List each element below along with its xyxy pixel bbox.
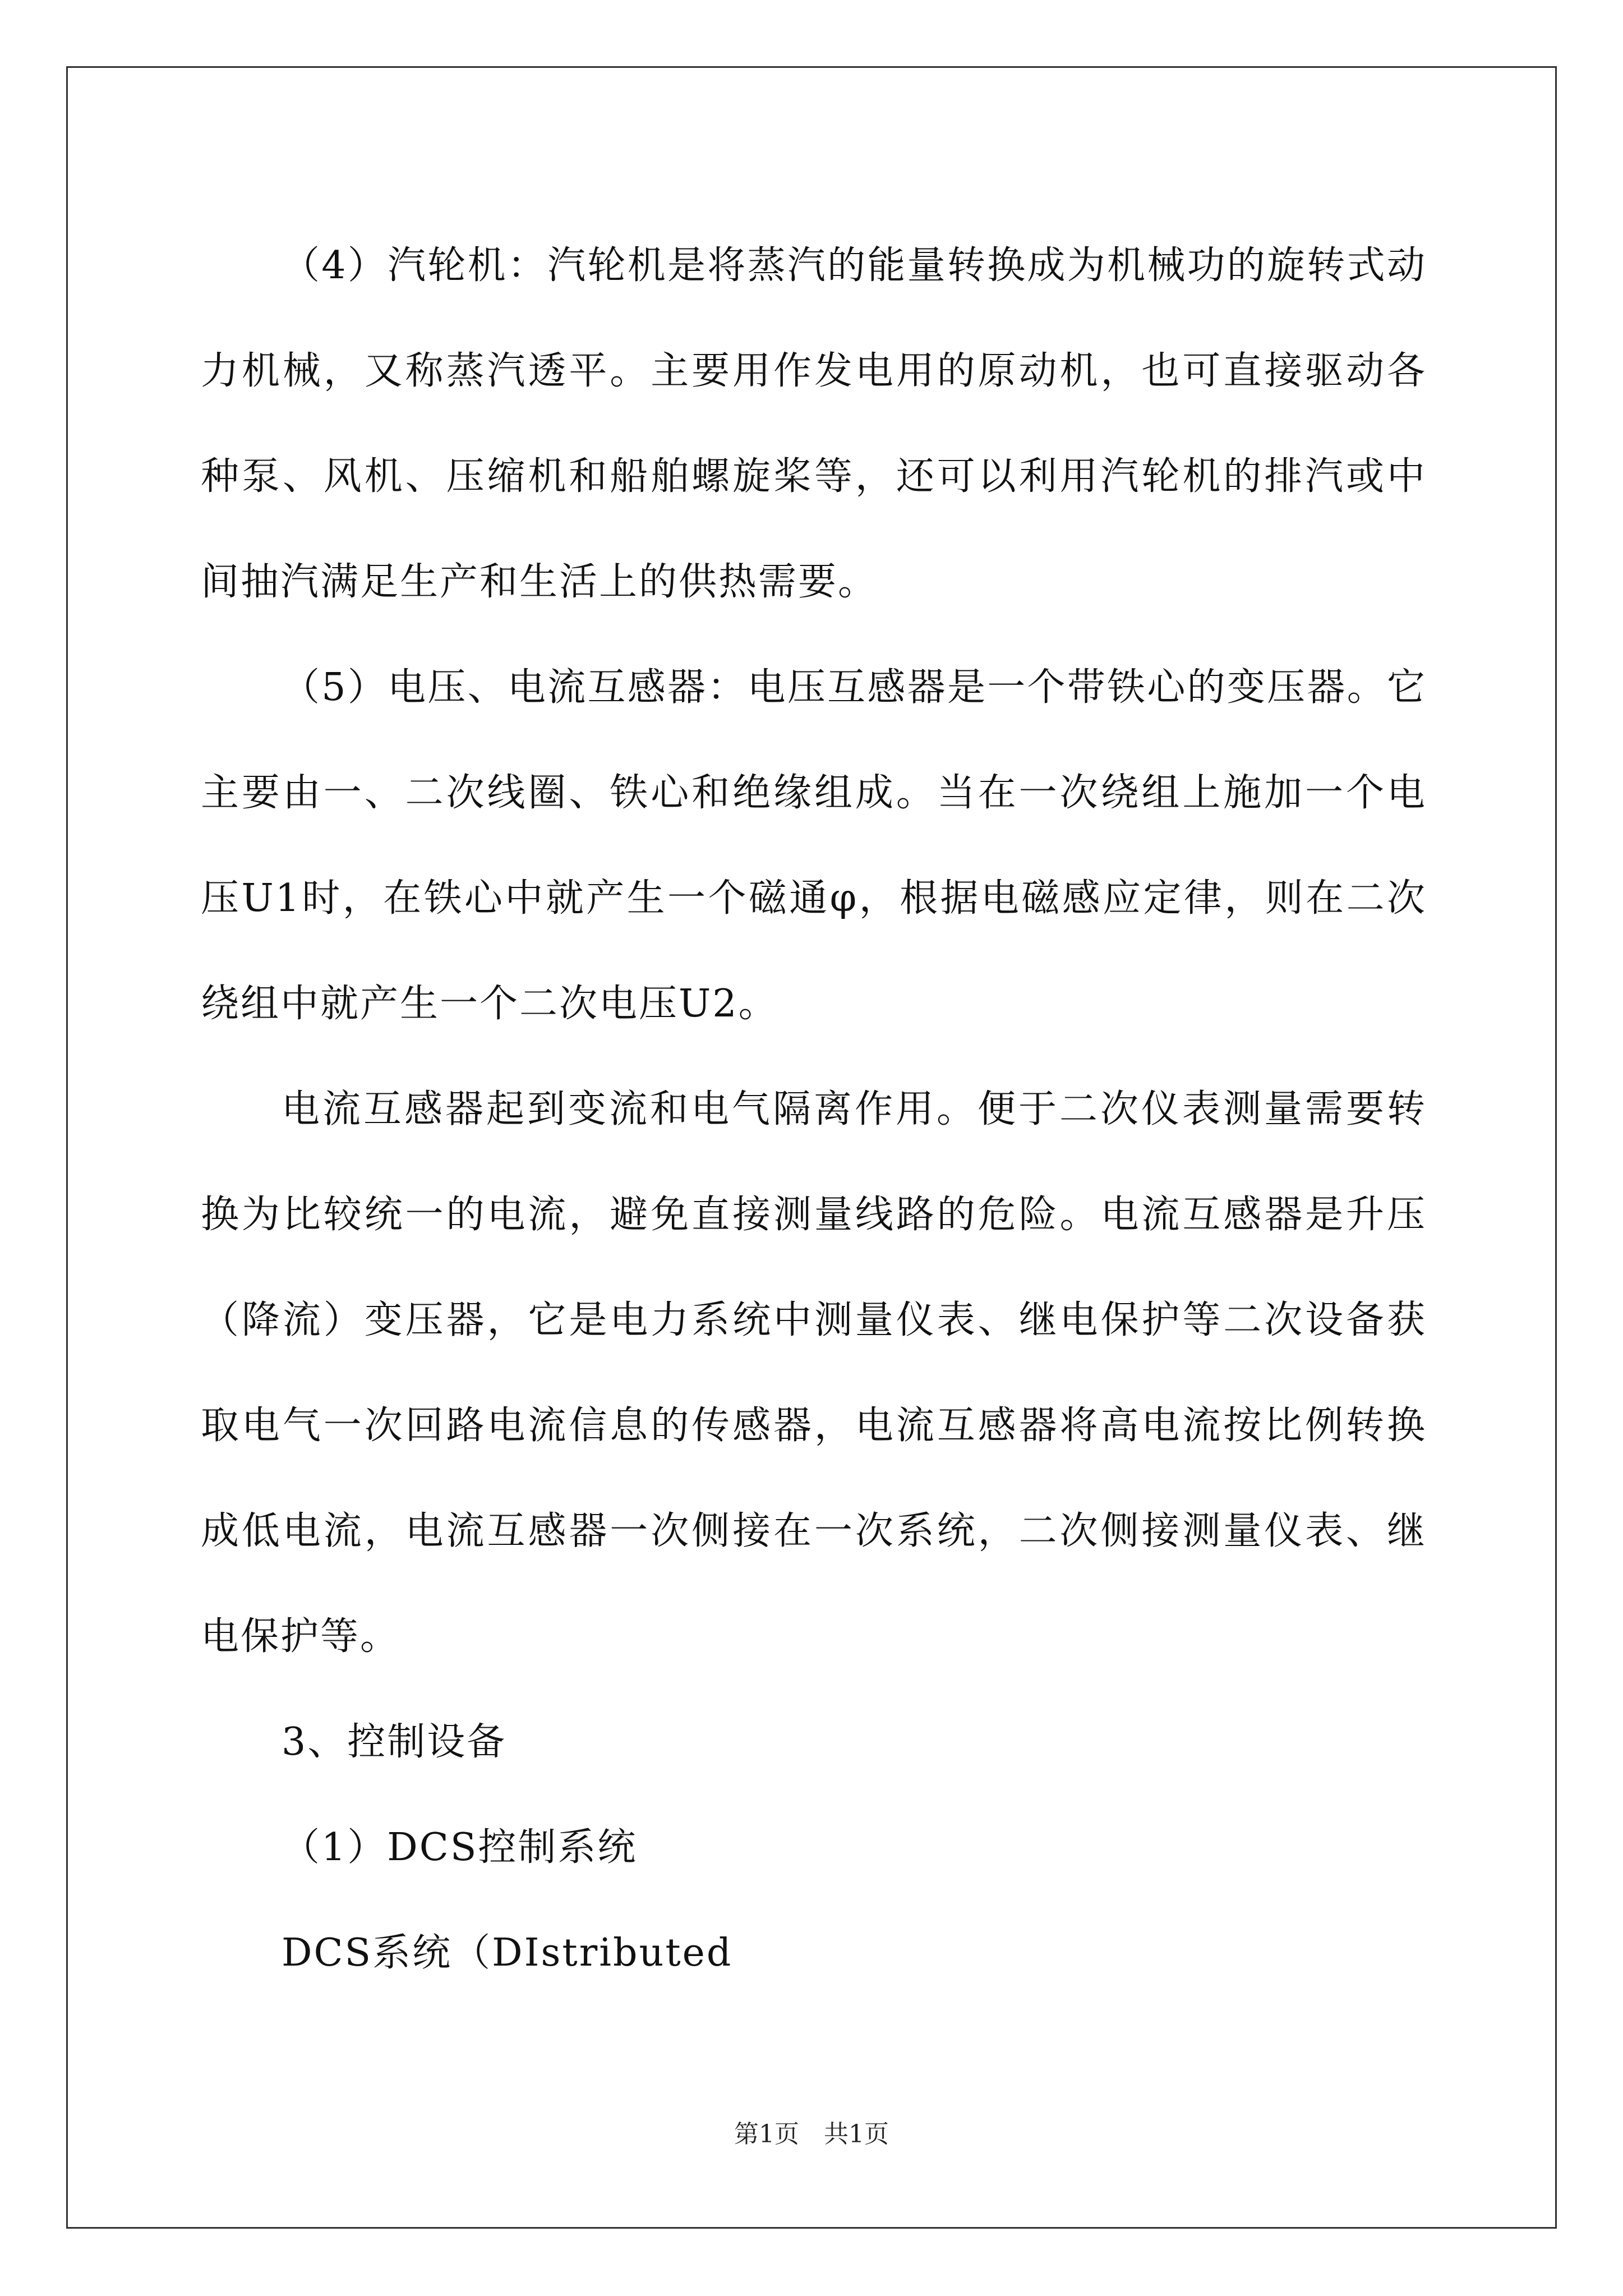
subsection-heading-dcs: （1）DCS控制系统 — [282, 1825, 638, 1870]
paragraph-voltage-transformer: （5）电压、电流互感器：电压互感器是一个带铁心的变压器。它主要由一、二次线圈、铁心和绝缘组成。当在一次绕组上施加一个电压U1时，在铁心中就产生一个磁通φ，根据电磁感应定律，则在二次绕组中就产生一个二次电压U2。 — [201, 665, 1427, 1026]
page-number-footer: 第1页 共1页 — [734, 2120, 889, 2148]
section-heading-control-equipment: 3、控制设备 — [282, 1720, 507, 1764]
paragraph-current-transformer: 电流互感器起到变流和电气隔离作用。便于二次仪表测量需要转换为比较统一的电流，避免直接测量线路的危险。电流互感器是升压（降流）变压器，它是电力系统中测量仪表、继电保护等二次设备获取电气一次回路电流信息的传感器，电流互感器将高电流按比例转换成低电流，电流互感器一次侧接在一次系统，二次侧接测量仪表、继电保护等。 — [201, 1087, 1427, 1659]
document-body — [201, 213, 1427, 2006]
paragraph-dcs-intro: DCS系统（DIstributed — [282, 1931, 733, 1975]
paragraph-turbine: （4）汽轮机：汽轮机是将蒸汽的能量转换成为机械功的旋转式动力机械，又称蒸汽透平。主要用作发电用的原动机，也可直接驱动各种泵、风机、压缩机和船舶螺旋桨等，还可以利用汽轮机的排汽或中间抽汽满足生产和生活上的供热需要。 — [201, 243, 1427, 604]
